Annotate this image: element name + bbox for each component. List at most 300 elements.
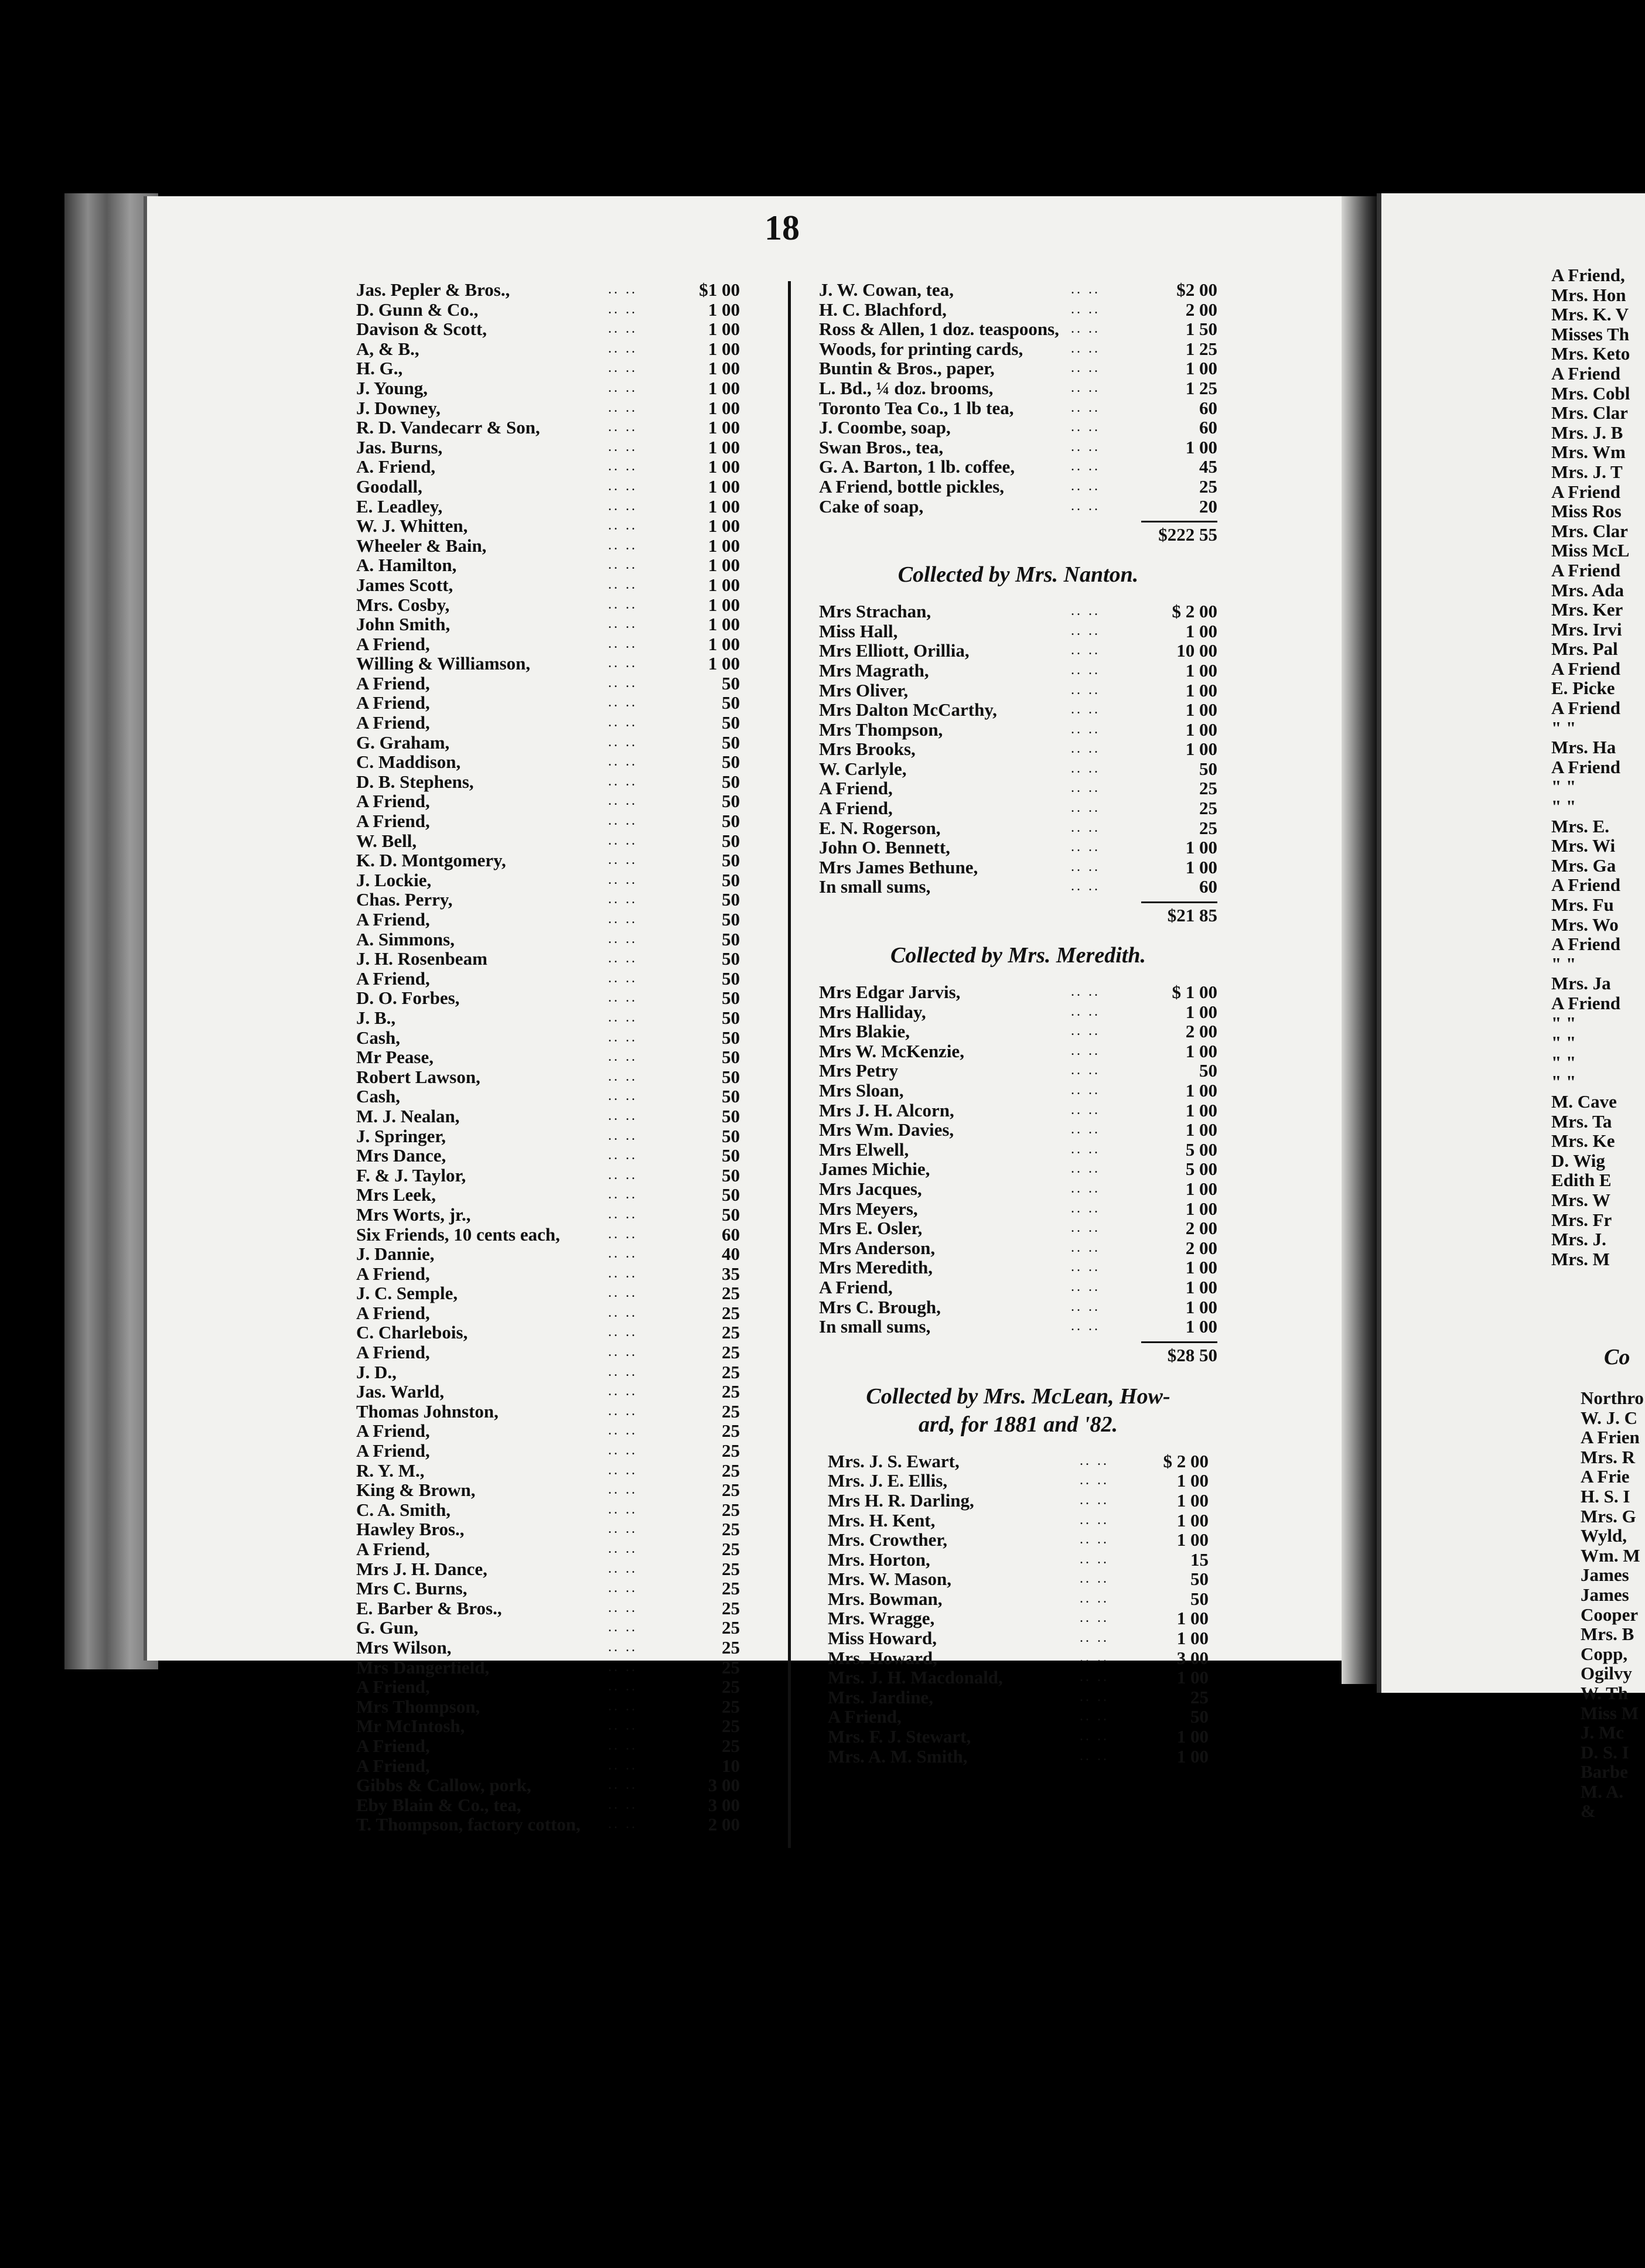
next-page-entry: D. Wig (1551, 1150, 1605, 1171)
donation-amount: 1 00 (1185, 436, 1217, 457)
donation-row (356, 1716, 755, 1736)
leader-dots: .. .. (1071, 1082, 1100, 1098)
leader-dots: .. .. (1071, 1239, 1100, 1255)
donation-row (828, 1511, 1217, 1531)
donation-row (356, 319, 755, 339)
donation-row (356, 418, 755, 438)
donor-name: W. J. Whitten, (356, 515, 468, 537)
donation-row (819, 1101, 1217, 1121)
donation-row (819, 621, 1217, 641)
donation-row (828, 1530, 1217, 1550)
donor-name: C. Maddison, (356, 752, 461, 773)
donor-name: A, & B., (356, 338, 419, 359)
donation-amount: 50 (722, 1027, 740, 1048)
donation-amount: 50 (1190, 1569, 1209, 1590)
donor-name: Mrs Wilson, (356, 1637, 452, 1658)
donation-row (819, 1022, 1217, 1041)
leader-dots: .. .. (608, 1521, 637, 1537)
donation-row (819, 339, 1217, 359)
donation-amount: 25 (1199, 798, 1217, 819)
donor-name: Mrs Leek, (356, 1184, 436, 1205)
donor-name: A Friend, (356, 1342, 430, 1363)
leader-dots: .. .. (608, 931, 637, 947)
donation-amount: 2 00 (1185, 1021, 1217, 1042)
donor-name: R. Y. M., (356, 1460, 425, 1481)
donation-row (819, 858, 1217, 877)
book-gutter (1342, 196, 1377, 1684)
donation-amount: 50 (722, 1164, 740, 1186)
leader-dots: .. .. (608, 832, 637, 848)
donation-row (819, 1159, 1217, 1179)
next-page-entry: Mrs. R (1581, 1446, 1635, 1467)
donation-row (356, 930, 755, 949)
next-page-entry: " " (1551, 953, 1576, 974)
page-number: 18 (765, 209, 800, 247)
donation-row (356, 1795, 755, 1815)
donor-name: A Friend, (356, 1440, 430, 1461)
donor-name: Mrs J. H. Alcorn, (819, 1099, 954, 1121)
donor-name: Cash, (356, 1027, 400, 1048)
leader-dots: .. .. (1071, 780, 1100, 796)
donation-amount: 1 00 (1185, 620, 1217, 641)
donor-name: C. Charlebois, (356, 1322, 468, 1343)
leader-dots: .. .. (1071, 879, 1100, 894)
leader-dots: .. .. (1071, 682, 1100, 698)
leader-dots: .. .. (608, 1462, 637, 1478)
donation-row (356, 752, 755, 772)
donation-amount: 1 00 (708, 496, 740, 517)
donation-amount: 25 (722, 1578, 740, 1599)
donor-name: Mrs Sloan, (819, 1080, 904, 1101)
donation-row (356, 1519, 755, 1539)
donation-row (356, 811, 755, 831)
nanton-list (819, 602, 1217, 897)
next-page-entry: A Friend (1551, 698, 1620, 719)
leader-dots: .. .. (608, 1659, 637, 1675)
leader-dots: .. .. (1071, 662, 1100, 678)
donation-row (356, 949, 755, 969)
donation-amount: 25 (722, 1440, 740, 1461)
donor-name: Mrs Elwell, (819, 1139, 909, 1160)
donation-amount: 1 00 (1185, 1198, 1217, 1219)
next-page-entry: Mrs. Ke (1551, 1130, 1615, 1152)
next-page-entry: Ogilvy (1581, 1663, 1632, 1684)
donation-amount: 35 (722, 1263, 740, 1284)
leader-dots: .. .. (608, 1580, 637, 1596)
donation-amount: 1 00 (708, 319, 740, 340)
donor-name: Mrs Elliott, Orillia, (819, 640, 970, 661)
leader-dots: .. .. (1080, 1748, 1109, 1764)
donation-amount: 3 00 (708, 1775, 740, 1796)
donation-amount: 1 00 (1185, 1099, 1217, 1121)
leader-dots: .. .. (1071, 1122, 1100, 1138)
donation-amount: 1 00 (708, 417, 740, 438)
next-page-entry: Mrs. Ha (1551, 737, 1616, 758)
donor-name: L. Bd., ¼ doz. brooms, (819, 377, 994, 398)
donation-amount: 1 00 (1176, 1509, 1209, 1531)
donor-name: Jas. Burns, (356, 436, 443, 457)
leader-dots: .. .. (608, 1384, 637, 1399)
donor-name: Mrs. Jardine, (828, 1686, 933, 1707)
donor-name: James Michie, (819, 1159, 930, 1180)
donation-row (356, 1677, 755, 1697)
donor-name: C. A. Smith, (356, 1499, 451, 1520)
leader-dots: .. .. (608, 754, 637, 770)
next-page-entry: Wyld, (1581, 1525, 1627, 1546)
donation-amount: 50 (722, 1125, 740, 1146)
donation-row (356, 693, 755, 713)
next-page-entry: Mrs. Clar (1551, 520, 1628, 541)
donation-row (819, 818, 1217, 838)
leader-dots: .. .. (608, 1816, 637, 1832)
leader-dots: .. .. (608, 1049, 637, 1065)
donor-name: A Friend, (819, 778, 893, 799)
donation-amount: 5 00 (1185, 1159, 1217, 1180)
leader-dots: .. .. (1080, 1689, 1109, 1705)
donation-row (356, 516, 755, 536)
donation-amount: 50 (722, 672, 740, 694)
next-page-entry: A Friend (1551, 934, 1620, 955)
leader-dots: .. .. (608, 1423, 637, 1439)
donor-name: Mrs James Bethune, (819, 856, 978, 877)
leader-dots: .. .. (608, 1088, 637, 1104)
donation-amount: 45 (1199, 456, 1217, 477)
leader-dots: .. .. (1071, 839, 1100, 855)
donor-name: J. W. Cowan, tea, (819, 279, 954, 300)
donor-name: A Friend, (356, 1735, 430, 1756)
donation-row (356, 1008, 755, 1028)
leader-dots: .. .. (608, 1108, 637, 1123)
donor-name: A Friend, (356, 692, 430, 713)
leader-dots: .. .. (608, 1265, 637, 1281)
donation-amount: 25 (722, 1460, 740, 1481)
donation-row (356, 339, 755, 359)
donation-row (356, 634, 755, 654)
donor-name: Six Friends, 10 cents each, (356, 1224, 560, 1245)
donation-amount: 1 00 (1185, 358, 1217, 379)
next-page-entry: J. Mc (1581, 1722, 1624, 1743)
leader-dots: .. .. (608, 1344, 637, 1360)
donation-row (356, 1362, 755, 1382)
donation-amount: 1 00 (708, 555, 740, 576)
donor-name: J. Downey, (356, 397, 441, 418)
donor-name: E. Barber & Bros., (356, 1597, 502, 1618)
next-page-entry: Mrs. J. T (1551, 461, 1623, 482)
donation-amount: 50 (722, 1184, 740, 1205)
donor-name: A Friend, (356, 633, 430, 654)
donor-name: Buntin & Bros., paper, (819, 358, 995, 379)
donor-name: J. C. Semple, (356, 1283, 458, 1304)
donor-name: Willing & Williamson, (356, 653, 531, 674)
donation-amount: 50 (722, 988, 740, 1009)
donation-amount: 1 00 (708, 397, 740, 418)
next-page-entry: " " (1551, 717, 1576, 738)
donor-name: Mrs. J. H. Macdonald, (828, 1667, 1003, 1688)
donation-amount: 25 (722, 1617, 740, 1638)
leader-dots: .. .. (608, 1443, 637, 1459)
next-page-entry: A Frien (1581, 1427, 1640, 1448)
next-page-entry: Copp, (1581, 1643, 1628, 1664)
donor-name: Hawley Bros., (356, 1519, 465, 1540)
donor-name: J. D., (356, 1361, 397, 1382)
donation-row (356, 988, 755, 1008)
leader-dots: .. .. (1080, 1630, 1109, 1646)
donor-name: Jas. Pepler & Bros., (356, 279, 510, 300)
donation-row (819, 720, 1217, 740)
next-page-entry: Misses Th (1551, 323, 1629, 344)
leader-dots: .. .. (608, 695, 637, 711)
donation-row (819, 877, 1217, 897)
next-page-heading: Co (1604, 1345, 1630, 1369)
donor-name: M. J. Nealan, (356, 1105, 460, 1126)
leader-dots: .. .. (608, 1541, 637, 1556)
leader-dots: .. .. (1080, 1492, 1109, 1508)
leader-dots: .. .. (608, 1324, 637, 1340)
donation-row (356, 358, 755, 378)
donation-amount: 25 (722, 1499, 740, 1520)
donation-row (819, 378, 1217, 398)
donor-name: In small sums, (819, 1316, 931, 1337)
donation-amount: 1 00 (708, 299, 740, 320)
column-rule (788, 281, 791, 1848)
donation-row (356, 1146, 755, 1166)
next-page-entry: " " (1551, 1012, 1576, 1033)
donation-amount: 1 00 (1185, 837, 1217, 858)
donor-name: Mrs Meredith, (819, 1257, 933, 1278)
donor-name: J. H. Rosenbeam (356, 948, 487, 969)
next-page-entry: Miss M (1581, 1702, 1639, 1723)
donation-row (356, 1028, 755, 1048)
donation-amount: 50 (722, 1047, 740, 1068)
donation-amount: 50 (722, 948, 740, 969)
leader-dots: .. .. (608, 1187, 637, 1203)
next-page-entry: Mrs. Wm (1551, 442, 1626, 463)
leader-dots: .. .. (608, 439, 637, 455)
leader-dots: .. .. (1071, 498, 1100, 514)
leader-dots: .. .. (1071, 1003, 1100, 1019)
donor-name: D. O. Forbes, (356, 988, 460, 1009)
next-page-entry: Edith E (1551, 1170, 1612, 1191)
donation-row (356, 1736, 755, 1756)
donor-name: Wheeler & Bain, (356, 535, 487, 556)
donation-amount: 25 (722, 1735, 740, 1756)
next-page-entry: Miss Ros (1551, 501, 1622, 522)
donor-name: Mr McIntosh, (356, 1716, 465, 1737)
next-page-entry: Mrs. E. (1551, 815, 1610, 836)
next-page-entry: " " (1551, 776, 1576, 797)
donor-name: Mrs J. H. Dance, (356, 1558, 487, 1579)
next-page-entry: " " (1551, 1051, 1576, 1072)
donor-name: Mrs. Cosby, (356, 594, 450, 615)
next-page-entry: Mrs. B (1581, 1624, 1634, 1645)
donation-row (356, 1815, 755, 1835)
donor-name: H. C. Blachford, (819, 299, 947, 320)
next-page-entry: A Friend (1551, 481, 1620, 502)
donation-amount: 1 00 (1185, 699, 1217, 720)
donor-name: James Scott, (356, 574, 453, 595)
leader-dots: .. .. (1071, 1299, 1100, 1314)
donor-name: E. N. Rogerson, (819, 817, 941, 838)
leader-dots: .. .. (1071, 760, 1100, 776)
leader-dots: .. .. (1071, 459, 1100, 474)
donor-name: Mrs C. Burns, (356, 1578, 467, 1599)
leader-dots: .. .. (1080, 1709, 1109, 1724)
leader-dots: .. .. (608, 813, 637, 829)
donation-row (819, 1317, 1217, 1337)
next-page-entry: Mrs. K. V (1551, 304, 1629, 325)
leader-dots: .. .. (1071, 478, 1100, 494)
donor-name: Mrs. F. J. Stewart, (828, 1726, 971, 1747)
donation-amount: 1 50 (1185, 319, 1217, 340)
donation-amount: 1 00 (1176, 1529, 1209, 1550)
donation-row (819, 1199, 1217, 1219)
next-page-entry: Mrs. Pal (1551, 638, 1618, 660)
next-page-entry: Miss McL (1551, 540, 1630, 561)
donation-row (356, 969, 755, 989)
donation-row (819, 319, 1217, 339)
leader-dots: .. .. (1071, 1102, 1100, 1118)
donation-row (356, 831, 755, 851)
donation-amount: 1 00 (708, 633, 740, 654)
donation-amount: 1 00 (1185, 719, 1217, 740)
donation-row (356, 910, 755, 930)
leader-dots: .. .. (608, 1482, 637, 1498)
leader-dots: .. .. (1080, 1512, 1109, 1528)
donation-row (819, 602, 1217, 621)
donation-row (356, 1185, 755, 1205)
leader-dots: .. .. (608, 301, 637, 317)
donor-name: Mrs E. Osler, (819, 1218, 923, 1239)
donor-name: A Friend, (356, 672, 430, 694)
donation-amount: 2 00 (1185, 1218, 1217, 1239)
leader-dots: .. .. (608, 990, 637, 1006)
donation-amount: 50 (722, 811, 740, 832)
donation-amount: 25 (722, 1381, 740, 1402)
leader-dots: .. .. (608, 1226, 637, 1242)
donation-row (828, 1608, 1217, 1628)
next-page-entry: Mrs. Fr (1551, 1209, 1612, 1230)
donation-amount: 25 (722, 1597, 740, 1618)
donation-row (356, 1775, 755, 1795)
leader-dots: .. .. (1071, 721, 1100, 737)
donation-row (819, 641, 1217, 661)
donation-row (356, 1579, 755, 1598)
donation-amount: 25 (722, 1558, 740, 1579)
donation-amount: 50 (1199, 758, 1217, 779)
donation-amount: 25 (722, 1676, 740, 1697)
leader-dots: .. .. (1071, 301, 1100, 317)
donation-amount: 1 00 (1176, 1746, 1209, 1767)
miscellaneous-donations (819, 280, 1217, 516)
leader-dots: .. .. (1071, 643, 1100, 658)
donor-name: D. Gunn & Co., (356, 299, 479, 320)
donation-row (828, 1688, 1217, 1707)
donation-amount: 1 00 (1185, 1257, 1217, 1278)
donation-amount: 10 (722, 1755, 740, 1776)
donation-row (828, 1491, 1217, 1511)
leader-dots: .. .. (608, 518, 637, 534)
donation-row (819, 1140, 1217, 1160)
next-page-entry: " " (1551, 1071, 1576, 1092)
donor-name: Mrs Magrath, (819, 660, 929, 681)
donation-amount: $2 00 (1176, 279, 1217, 300)
leader-dots: .. .. (1071, 380, 1100, 395)
donor-name: Miss Hall, (819, 620, 898, 641)
donor-name: Woods, for printing cards, (819, 338, 1023, 359)
donation-row (819, 300, 1217, 320)
donation-row (356, 772, 755, 792)
donor-name: Mrs Dance, (356, 1145, 446, 1166)
donation-amount: 50 (722, 1007, 740, 1028)
donation-row (819, 1278, 1217, 1297)
donation-row (356, 575, 755, 595)
donation-amount: 10 00 (1176, 640, 1217, 661)
donation-amount: 25 (722, 1342, 740, 1363)
donor-name: Mrs C. Brough, (819, 1296, 941, 1317)
donation-row (819, 838, 1217, 858)
donation-amount: 50 (722, 968, 740, 989)
donation-amount: 1 00 (708, 338, 740, 359)
leader-dots: .. .. (1071, 603, 1100, 619)
donation-amount: 50 (1190, 1588, 1209, 1609)
right-column-list (819, 280, 1217, 1766)
donation-amount: 15 (1190, 1549, 1209, 1570)
donation-amount: 1 00 (1185, 1001, 1217, 1022)
leader-dots: .. .. (608, 478, 637, 494)
donation-row (356, 300, 755, 320)
donation-amount: 50 (722, 1086, 740, 1107)
subtotal-amount: $28 50 (1167, 1344, 1217, 1365)
mclean-list (828, 1451, 1217, 1767)
next-page-entry: H. S. I (1581, 1485, 1630, 1507)
donation-amount: 50 (722, 712, 740, 733)
donation-row (828, 1569, 1217, 1589)
donor-name: D. B. Stephens, (356, 771, 474, 792)
donor-name: W. Carlyle, (819, 758, 907, 779)
subtotal-nanton (819, 897, 1217, 927)
next-page-entry: Mrs. Irvi (1551, 619, 1622, 640)
donation-amount: 1 00 (1185, 1316, 1217, 1337)
leader-dots: .. .. (608, 1718, 637, 1734)
donation-row (356, 1658, 755, 1678)
donation-amount: $1 00 (699, 279, 740, 300)
donation-amount: 50 (722, 1204, 740, 1225)
leader-dots: .. .. (608, 596, 637, 612)
donation-amount: 25 (722, 1322, 740, 1343)
donor-name: A. Simmons, (356, 928, 455, 949)
donation-amount: 25 (722, 1283, 740, 1304)
next-page-entry: James (1581, 1584, 1629, 1605)
donor-name: A Friend, (356, 909, 430, 930)
donation-row (828, 1648, 1217, 1668)
donation-row (819, 418, 1217, 438)
donation-amount: 1 25 (1185, 377, 1217, 398)
leader-dots: .. .. (608, 1679, 637, 1695)
donation-row (356, 536, 755, 556)
subtotal-meredith (819, 1337, 1217, 1367)
next-page-entry: M. Cave (1551, 1091, 1617, 1112)
donation-amount: 1 00 (1185, 1080, 1217, 1101)
subtotal-amount: $21 85 (1167, 905, 1217, 926)
leader-dots: .. .. (1071, 1043, 1100, 1058)
donation-amount: 25 (1190, 1686, 1209, 1707)
donation-amount: 25 (722, 1480, 740, 1501)
donor-name: Goodall, (356, 476, 422, 497)
leader-dots: .. .. (1080, 1610, 1109, 1626)
donation-row (819, 1081, 1217, 1101)
donor-name: Mrs Anderson, (819, 1237, 936, 1258)
leader-dots: .. .. (608, 1403, 637, 1419)
